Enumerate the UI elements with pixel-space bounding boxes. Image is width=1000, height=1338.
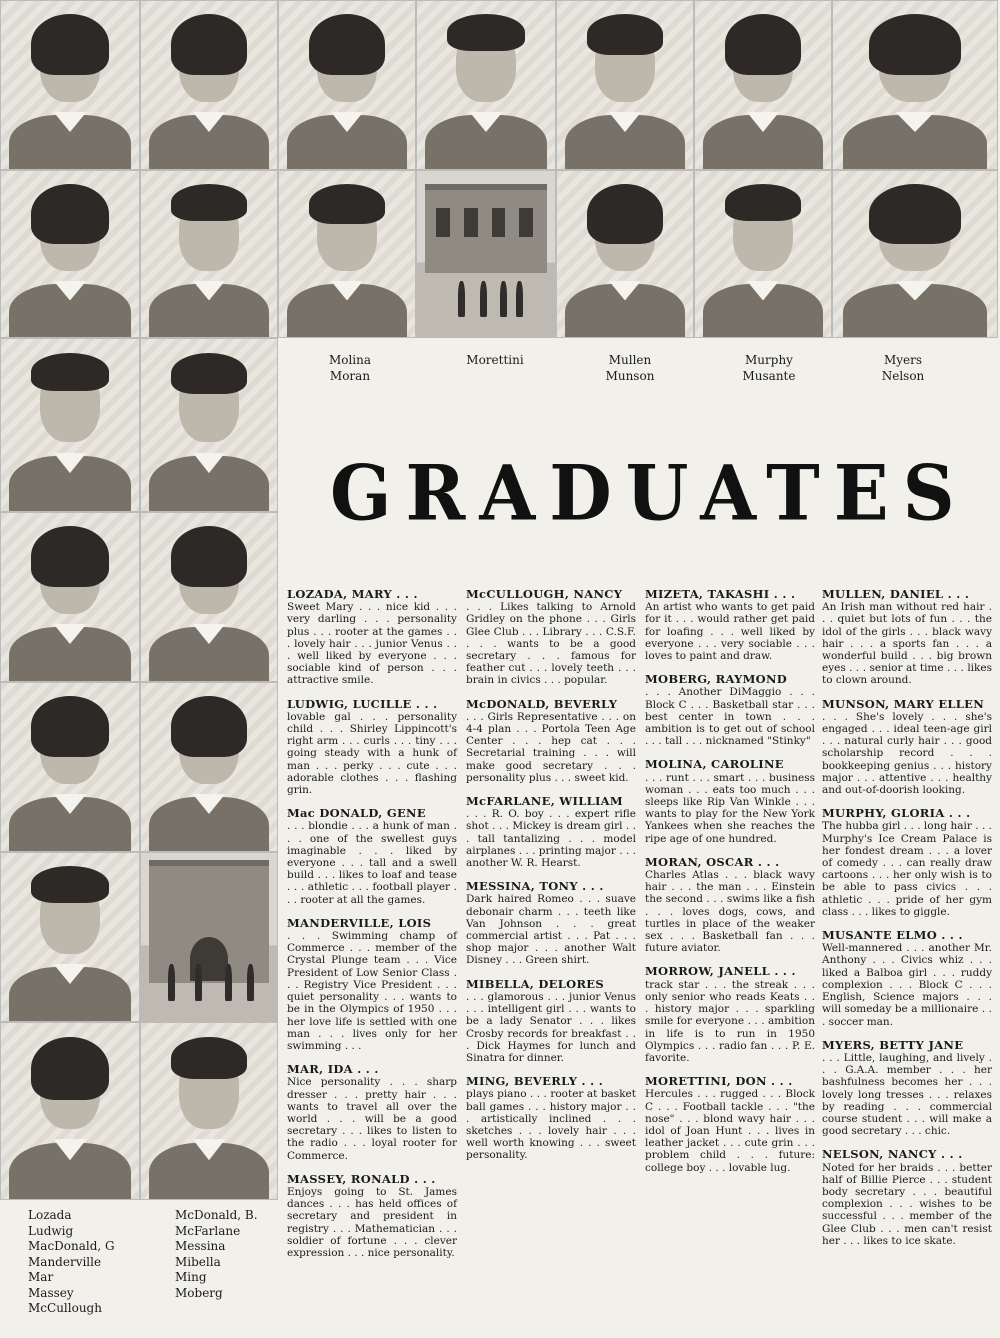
- portrait-photo: [556, 0, 694, 170]
- caption-top: Molina: [328, 353, 372, 367]
- photo-caption: [295, 352, 405, 384]
- graduate-entry: [645, 856, 815, 955]
- portrait-photo: [0, 512, 140, 682]
- graduate-name: MORROW, JANELL . . .: [645, 964, 796, 979]
- portrait-photo: [694, 170, 832, 338]
- graduate-name: LOZADA, MARY . . .: [287, 587, 418, 601]
- graduate-entry: [645, 1075, 815, 1174]
- name-list-item: Lozada: [28, 1208, 72, 1222]
- graduate-description: Enjoys going to St. James dances . . . has held offices of secretary and president in registry . . . Mathematician . . . soldier of fortune . . . clever expression . . . nice personality.: [287, 1185, 457, 1259]
- graduate-description: . . . She's lovely . . . she's engaged . . . ideal teen-age girl . . . natural curly hair . . . good scholarship record . . . bookkeeping genius . . . history major . . . attentive . . . healthy and out-of-doorish looking.: [822, 710, 992, 797]
- text-column: [287, 588, 457, 1270]
- caption-top: Myers: [883, 353, 923, 367]
- graduate-description: . . . Likes talking to Arnold Gridley on the phone . . . Girls Glee Club . . . Library . . . C.S.F. . . . wants to be a good secretary . . . famous for feather cut . . . lovely teeth . . . brain in civics . . . popular.: [466, 601, 636, 687]
- graduate-description: track star . . . the streak . . . only senior who reads Keats . . . history major . . . sparkling smile for everyone . . . ambition in life is to run in 1950 Olympics . . . radio fan . . . P. E. favorite.: [645, 978, 815, 1064]
- graduate-entry: [645, 965, 815, 1064]
- graduate-entry: [466, 880, 636, 966]
- graduate-name: MULLEN, DANIEL . . .: [822, 587, 970, 601]
- page-title: GRADUATES: [330, 447, 969, 538]
- caption-top: Morettini: [466, 353, 524, 367]
- graduate-name: MYERS, BETTY JANE: [822, 1037, 964, 1052]
- graduate-name: MOLINA, CAROLINE: [645, 757, 784, 772]
- graduate-name: McDONALD, BEVERLY: [466, 696, 618, 711]
- graduate-entry: [822, 1039, 992, 1138]
- graduate-description: Hercules . . . rugged . . . Block C . . . Football tackle . . . "the nose" . . . blond wavy hair . . . idol of Joan Hunt . . . lives in leather jacket . . . cute grin . . . problem child . . . future: college boy . . . lovable lug.: [645, 1088, 815, 1174]
- graduate-entry: [466, 588, 636, 687]
- portrait-photo: [278, 0, 416, 170]
- portrait-photo: [140, 512, 278, 682]
- portrait-photo: [0, 1022, 140, 1200]
- graduate-name: MIBELLA, DELORES: [466, 976, 604, 991]
- graduate-description: An Irish man without red hair . . . quiet but lots of fun . . . the idol of the girls . . . black wavy hair . . . a sports fan . . . a wonderful build . . . big brown eyes . . . senior at time . . . likes to clown around.: [822, 601, 992, 687]
- portrait-photo: [0, 682, 140, 852]
- graduate-name: MIZETA, TAKASHI . . .: [645, 587, 796, 601]
- graduate-name: MASSEY, RONALD . . .: [287, 1171, 436, 1186]
- graduate-name: MURPHY, GLORIA . . .: [822, 806, 971, 821]
- graduate-entry: [287, 917, 457, 1052]
- name-list-item: Manderville: [28, 1254, 102, 1269]
- graduate-description: lovable gal . . . personality child . . . Shirley Lippincott's right arm . . . curls . . . tiny . . . going steady with a hunk of man . . . perky . . . cute . . . adorable clothes . . . flashing grin.: [287, 710, 457, 797]
- graduate-entry: [822, 588, 992, 687]
- graduate-name: Mac DONALD, GENE: [287, 806, 426, 821]
- graduate-entry: [645, 588, 815, 662]
- name-list-item: Mar: [28, 1270, 54, 1284]
- portrait-photo: [694, 0, 832, 170]
- graduate-name: MORETTINI, DON . . .: [645, 1074, 793, 1089]
- graduate-description: . . . runt . . . smart . . . business woman . . . eats too much . . . sleeps like Rip Van Winkle . . . wants to play for the New York Yankees when she reaches the ripe age of one hundred.: [645, 771, 815, 845]
- portrait-photo: [0, 170, 140, 338]
- portrait-photo: [140, 338, 278, 512]
- graduate-name: MORAN, OSCAR . . .: [645, 854, 780, 869]
- graduate-entry: [466, 1075, 636, 1161]
- portrait-photo: [140, 170, 278, 338]
- graduate-name: MUSANTE ELMO . . .: [822, 928, 963, 943]
- caption-bottom: Musante: [742, 369, 796, 383]
- graduate-entry: [466, 698, 636, 784]
- graduate-description: Sweet Mary . . . nice kid . . . very darling . . . personality plus . . . rooter at the games . . . lovely hair . . . junior Venus . . . well liked by everyone . . . sociable kind of person . . . attractive smile.: [287, 601, 457, 687]
- name-list-item: Massey: [28, 1285, 74, 1300]
- campus-photo: [140, 852, 278, 1022]
- graduate-description: . . . Girls Representative . . . on 4-4 plan . . . Portola Teen Age Center . . . hep cat . . . Secretarial training . . . will make good secretary . . . personality plus . . . sweet kid.: [466, 710, 636, 784]
- graduate-description: The hubba girl . . . long hair . . . Murphy's Ice Cream Palace is her fondest dream . . . a lover of comedy . . . can really draw cartoons . . . her only wish is to be able to pass civics . . . athletic . . . pride of her gym class . . . likes to giggle.: [822, 820, 992, 918]
- graduate-name: MAR, IDA . . .: [287, 1062, 379, 1077]
- graduate-description: Charles Atlas . . . black wavy hair . . . the man . . . Einstein the second . . . swims like a fish . . . loves dogs, cows, and turtles in place of the weaker sex . . . Basketball fan . . . future aviator.: [645, 869, 815, 955]
- portrait-photo: [832, 170, 998, 338]
- graduate-description: Well-mannered . . . another Mr. Anthony . . . Civics whiz . . . liked a Balboa girl . . . ruddy complexion . . . Block C . . . English, Science majors . . . will someday be a millionaire . . . soccer man.: [822, 942, 992, 1028]
- portrait-photo: [0, 0, 140, 170]
- graduate-name: MUNSON, MARY ELLEN: [822, 696, 985, 711]
- text-column: [822, 588, 992, 1258]
- name-list-item: McDonald, B.: [175, 1208, 258, 1222]
- portrait-photo: [278, 170, 416, 338]
- graduate-entry: [287, 1063, 457, 1162]
- graduate-name: MING, BEVERLY . . .: [466, 1074, 604, 1089]
- graduate-entry: [466, 795, 636, 869]
- photo-caption: [714, 352, 824, 384]
- graduate-name: MOBERG, RAYMOND: [645, 672, 788, 687]
- name-list-item: McCullough: [28, 1301, 102, 1315]
- graduate-entry: [287, 588, 457, 687]
- graduate-entry: [822, 698, 992, 797]
- photo-caption: [575, 352, 685, 384]
- caption-bottom: Moran: [329, 369, 371, 383]
- caption-bottom: Nelson: [881, 369, 925, 383]
- portrait-photo: [832, 0, 998, 170]
- campus-photo: [416, 170, 556, 338]
- graduate-name: McFARLANE, WILLIAM: [466, 794, 623, 809]
- graduate-name: MANDERVILLE, LOIS: [287, 915, 432, 930]
- caption-top: Mullen: [608, 353, 652, 367]
- graduate-description: . . . Little, laughing, and lively . . . G.A.A. member . . . her bashfulness becomes her . . . lovely long tresses . . . relaxes by reading . . . commercial course student . . . will make a good secretary . . . chic.: [822, 1051, 992, 1138]
- graduate-entry: [822, 1148, 992, 1247]
- graduate-description: . . . Another DiMaggio . . . Block C . . . Basketball star . . . best center in town . . . ambition is to get out of school . . . tall . . . nicknamed "Stinky": [645, 686, 815, 748]
- graduate-name: NELSON, NANCY . . .: [822, 1147, 963, 1162]
- portrait-photo: [140, 0, 278, 170]
- text-column: [645, 588, 815, 1185]
- graduate-entry: [287, 807, 457, 906]
- graduate-description: Noted for her braids . . . better half of Billie Pierce . . . student body secretary . . . beautiful complexion . . . wishes to be successful . . . member of the Glee Club . . . men can't resist her . . . likes to ice skate.: [822, 1161, 992, 1247]
- graduate-entry: [466, 978, 636, 1064]
- name-list-item: Messina: [175, 1239, 226, 1253]
- graduate-name: LUDWIG, LUCILLE . . .: [287, 696, 438, 711]
- name-list-item: Ludwig: [28, 1223, 74, 1238]
- portrait-photo: [140, 1022, 278, 1200]
- photo-caption: [848, 352, 958, 384]
- portrait-photo: [0, 338, 140, 512]
- name-list-item: Moberg: [175, 1285, 223, 1300]
- portrait-photo: [416, 0, 556, 170]
- graduate-description: plays piano . . . rooter at basket ball games . . . history major . . . artistically inclined . . . sketches . . . lovely hair . . . well worth knowing . . . sweet personality.: [466, 1088, 636, 1162]
- graduate-entry: [822, 929, 992, 1028]
- portrait-photo: [140, 682, 278, 852]
- portrait-photo: [556, 170, 694, 338]
- portrait-photo: [0, 852, 140, 1022]
- name-list: [175, 1208, 258, 1301]
- name-list-item: Ming: [175, 1270, 207, 1284]
- caption-top: Murphy: [745, 353, 793, 367]
- graduate-description: An artist who wants to get paid for it . . . would rather get paid for loafing . . . well liked by everyone . . . very sociable . . . loves to paint and draw.: [645, 601, 815, 663]
- name-list: [28, 1208, 115, 1317]
- graduate-description: . . . Swimming champ of Commerce . . . member of the Crystal Plunge team . . . Vice President of Low Senior Class . . . Registry Vice President . . . quiet personality . . . wants to be in the Olympics of 1950 . . . her love life is settled with one man . . . lives only for her swimming . . .: [287, 930, 457, 1052]
- graduate-description: . . . blondie . . . a hunk of man . . . one of the swellest guys imaginable . . . liked by everyone . . . tall and a swell build . . . likes to loaf and tease . . . athletic . . . football player . . . rooter at all the games.: [287, 820, 457, 906]
- graduate-entry: [287, 1173, 457, 1259]
- graduate-name: MESSINA, TONY . . .: [466, 879, 604, 894]
- caption-bottom: Munson: [605, 369, 655, 383]
- graduate-entry: [287, 698, 457, 797]
- graduate-description: . . . glamorous . . . junior Venus . . . intelligent girl . . . wants to be a lady Senator . . . likes Crosby records for breakfast . . . Dick Haymes for lunch and Sinatra for dinner.: [466, 990, 636, 1064]
- graduate-entry: [645, 758, 815, 844]
- text-column: [466, 588, 636, 1173]
- graduate-description: Nice personality . . . sharp dresser . . . pretty hair . . . wants to travel all over the world . . . will be a good secretary . . . likes to listen to the radio . . . loyal rooter for Commerce.: [287, 1076, 457, 1162]
- graduate-description: Dark haired Romeo . . . suave debonair charm . . . teeth like Van Johnson . . . great commercial artist . . . Pat . . . shop major . . . another Walt Disney . . . Green shirt.: [466, 893, 636, 967]
- name-list-item: McFarlane: [175, 1223, 241, 1238]
- photo-caption: [440, 352, 550, 368]
- graduate-name: McCULLOUGH, NANCY: [466, 587, 623, 601]
- name-list-item: MacDonald, G: [28, 1239, 115, 1253]
- graduate-entry: [822, 807, 992, 918]
- graduate-description: . . . R. O. boy . . . expert rifle shot . . . Mickey is dream girl . . . tall tantalizing . . . model airplanes . . . printing major . . . another W. R. Hearst.: [466, 808, 636, 870]
- name-list-item: Mibella: [175, 1254, 221, 1269]
- graduate-entry: [645, 673, 815, 747]
